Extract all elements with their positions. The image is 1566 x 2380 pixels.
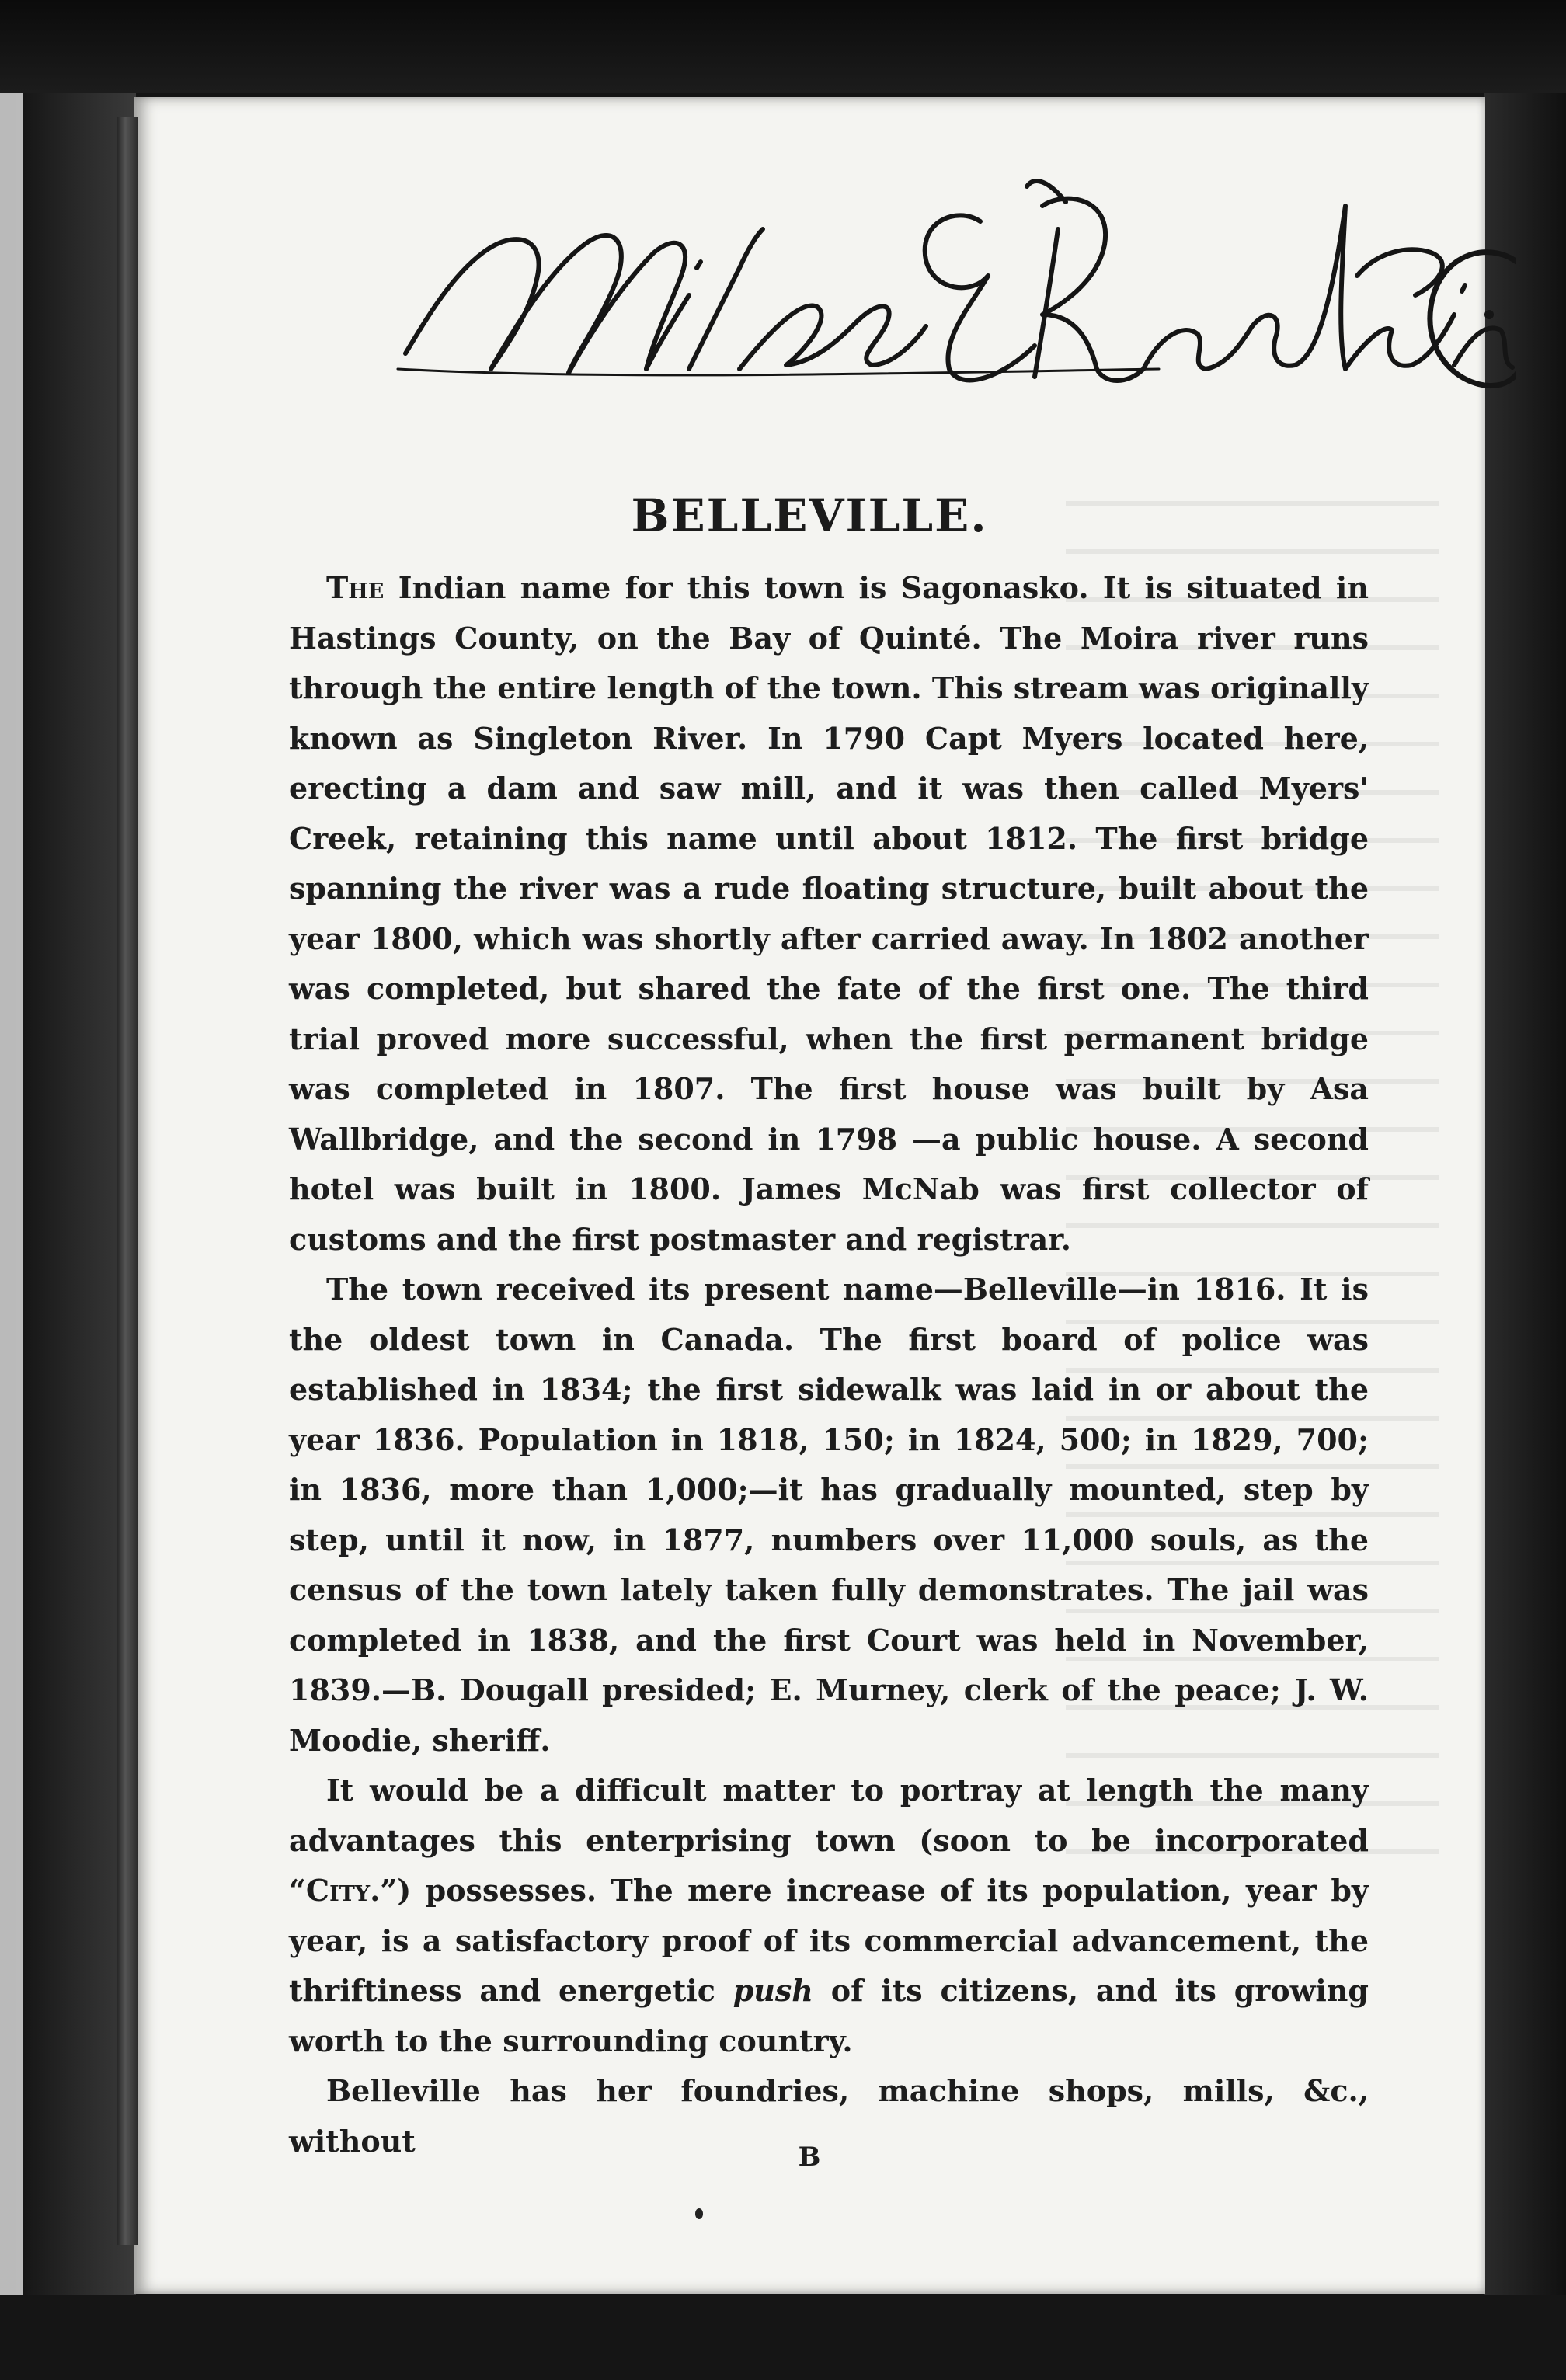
facing-page-edge [0, 93, 23, 2380]
paragraph-3-push: push [733, 1973, 813, 2008]
paragraph-3 [289, 1766, 1369, 2066]
paragraph-1-text: Indian name for this town is Sagonasko. It is situated in Hastings County, on the Bay of Quinté. The Moira river runs through the entire length of the town. This stream was originally known as Singleton River. In 1790 Capt Myers located here, erecting a dam and saw mill, and it was then called Myers' Creek, retaining this name until about 1812. The first bridge spanning the river was a rude floating structure, built about the year 1800, which was shortly after carried away. In 1802 another was completed, but shared the fate of the first one. The third trial proved more successful, when the first permanent bridge was completed in 1807. The first house was built by Asa Wallbridge, and the second in 1798 —a public house. A second hotel was built in 1800. James McNab was first collector of customs and the first postmaster and registrar. [289, 570, 1369, 1257]
signature-mark: B [798, 2142, 821, 2173]
paragraph-3-part-3: of its citizens, and its growing worth to the surrounding country. [289, 1973, 1369, 2058]
body-text [289, 563, 1369, 2166]
paragraph-1-lead: The [326, 570, 385, 605]
page-title: BELLEVILLE. [631, 489, 988, 542]
paragraph-3-part-1: It would be a difficult matter to portray at length the many advantages this enterprising town (soon to be incorporated “ [289, 1773, 1369, 1908]
paragraph-3-city: City [305, 1873, 371, 1908]
handwritten-signature [382, 159, 1516, 439]
scanner-frame-bottom [0, 2295, 1566, 2380]
book-page [134, 97, 1485, 2294]
paragraph-4: Belleville has her foundries, machine shops, mills, &c., without [289, 2073, 1369, 2159]
ink-speck [695, 2208, 703, 2219]
signature-text: Miles E Rankin & Co. [382, 159, 391, 160]
book-gutter [117, 117, 138, 2245]
scanner-frame-top [0, 0, 1566, 93]
paragraph-1 [289, 563, 1369, 1265]
paragraph-2: The town received its present name—Belleville—in 1816. It is the oldest town in Canada. The first board of police was established in 1834; the first sidewalk was laid in or about the year 1836. Population in 1818, 150; in 1824, 500; in 1829, 700; in 1836, more than 1,000;—it has gradually mounted, step by step, until it now, in 1877, numbers over 11,000 souls, as the census of the town lately taken fully demonstrates. The jail was completed in 1838, and the first Court was held in November, 1839.—B. Dougall presided; E. Murney, clerk of the peace; J. W. Moodie, sheriff. [289, 1272, 1369, 1758]
paragraph-3-part-2: .”) possesses. The mere increase of its population, year by year, is a satisfactory proof of its commercial advancement, the thriftiness and energetic [289, 1873, 1369, 2008]
